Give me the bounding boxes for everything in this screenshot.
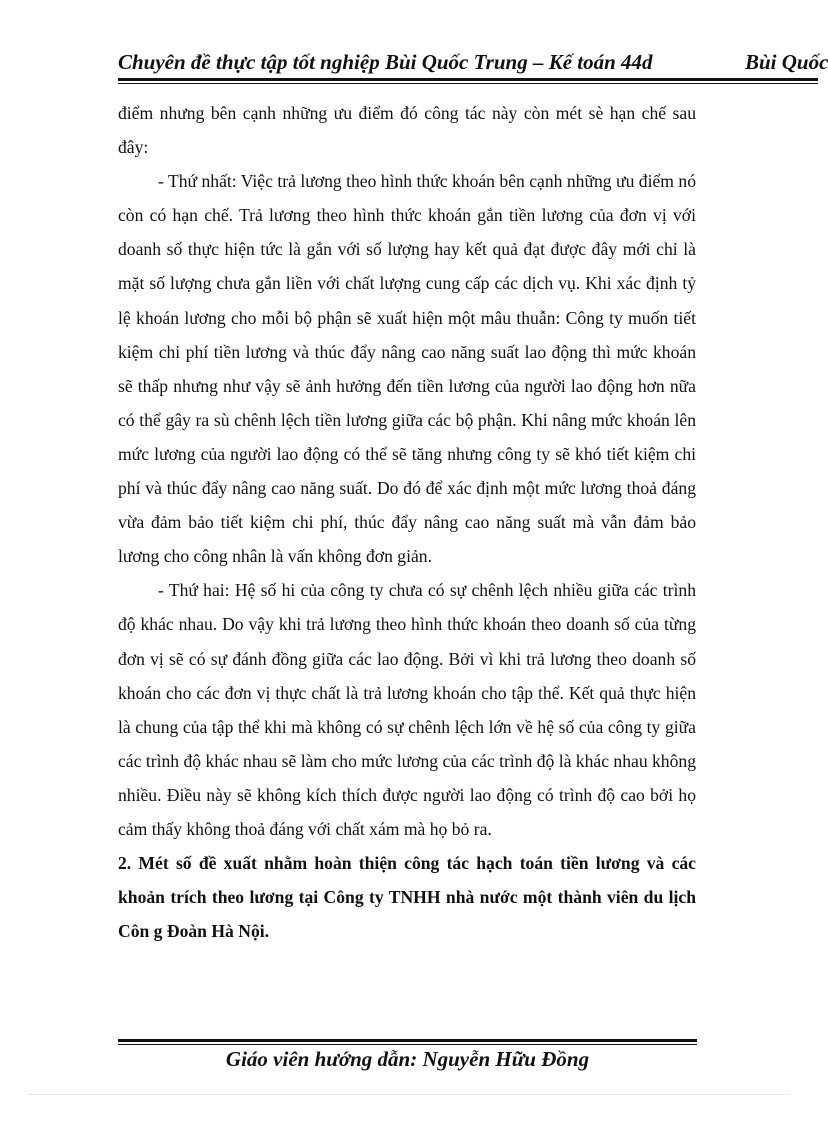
header-author-cutoff: Bùi Quốc — [745, 50, 828, 74]
page-bottom-edge — [28, 1094, 790, 1095]
footer-rule-thick — [118, 1039, 697, 1042]
paragraph-intro: điểm nhưng bên cạnh những ưu điểm đó công tác này còn mét sè hạn chế sau đây: — [118, 103, 696, 158]
paragraph-point-2: - Thứ hai: Hệ số hi của công ty chưa có sự chênh lệch nhiều giữa các trình độ khác nhau. Do vậy khi trả lương theo hình thức khoán theo doanh số của từng đơn vị sẽ có sự đánh đồng giữa các lao động. Bởi vì khi trả lương theo doanh số khoán cho các đơn vị thực chất là trả lương khoán cho tập thể. Kết quả thực hiện là chung của tập thể khi mà không có sự chênh lệch lớn về hệ số của công ty giữa các trình độ khác nhau sẽ làm cho mức lương của các trình độ là khác nhau không nhiều. Điều này sẽ không kích thích được người lao động có trình độ cao bởi họ cảm thấy không thoả đáng với chất xám mà họ bỏ ra. — [118, 580, 696, 839]
footer-supervisor: Giáo viên hướng dẫn: Nguyễn Hữu Đồng — [225, 1047, 590, 1071]
document-body — [118, 96, 696, 948]
header-title: Chuyên đề thực tập tốt nghiệp Bùi Quốc Trung – Kế toán 44d — [118, 50, 653, 74]
section-heading: 2. Mét số đề xuất nhằm hoàn thiện công tác hạch toán tiền lương và các khoản trích theo lương tại Công ty TNHH nhà nước một thành viên du lịch Côn g Đoàn Hà Nội. — [118, 853, 696, 942]
header-rule-thin — [118, 83, 818, 84]
header-rule-thick — [118, 78, 818, 81]
paragraph-point-1: - Thứ nhất: Việc trả lương theo hình thức khoán bên cạnh những ưu điểm nó còn có hạn chế. Trả lương theo hình thức khoán gắn tiền lương của đơn vị với doanh số thực hiện tức là gắn với số lượng hay kết quả đạt được đây mới chỉ là mặt số lượng chưa gắn liền với chất lượng cung cấp các dịch vụ. Khi xác định tỷ lệ khoán lương cho mỗi bộ phận sẽ xuất hiện một mâu thuẫn: Công ty muốn tiết kiệm chi phí tiền lương và thúc đẩy nâng cao năng suất lao động thì mức khoán sẽ thấp nhưng như vậy sẽ ảnh hưởng đến tiền lương của người lao động hơn nữa có thể gây ra sù chênh lệch tiền lương giữa các bộ phận. Khi nâng mức khoán lên mức lương của người lao động có thể sẽ tăng nhưng công ty sẽ khó tiết kiệm chi phí và thúc đẩy nâng cao năng suất. Do đó để xác định một mức lương thoả đáng vừa đảm bảo tiết kiệm chi phí, thúc đẩy nâng cao năng suất mà vẫn đảm bảo lương cho công nhân là vấn không đơn giản. — [118, 171, 696, 567]
